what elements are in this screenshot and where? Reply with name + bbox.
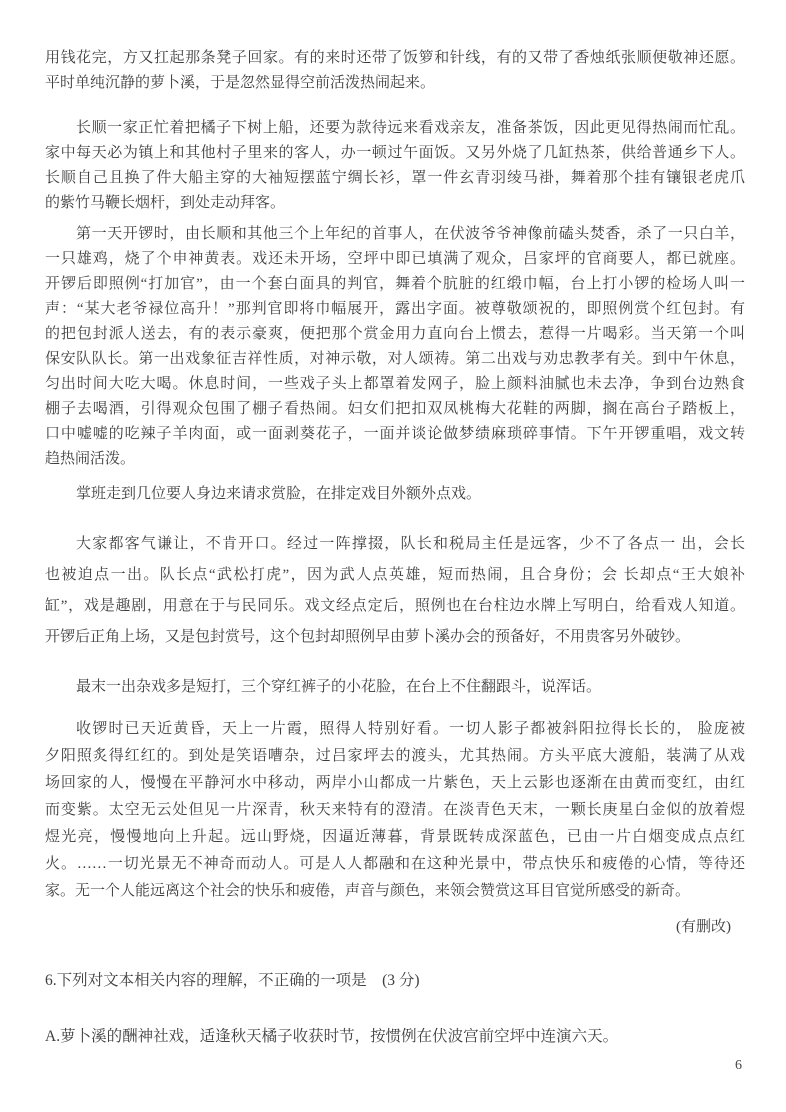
passage-paragraph [45, 716, 745, 905]
passage-paragraph [45, 482, 745, 507]
passage-line: 掌班走到几位要人身边来请求赏脸，在排定戏目外额外点戏。 [76, 486, 482, 502]
passage-line: 口中嘘嘘的吃辣子羊肉面，或一面剥葵花子，一面并谈论做梦绩麻琐碎事情。下午开锣重唱，戏文转 [45, 426, 745, 442]
passage-paragraph [45, 46, 745, 96]
passage-line: 煜光亮，慢慢地向上升起。远山野烧，因逼近薄暮，背景既转成深蓝色，已由一片白烟变成点点红 [45, 829, 745, 845]
passage-line: 匀出时间大吃大喝。休息时间，一些戏子头上都罩着发网子，脸上颜料油腻也未去净，争到台边熟食 [45, 376, 745, 392]
passage-paragraphs [45, 46, 745, 905]
reading-passage [45, 46, 745, 940]
passage-line: 家中每天必为镇上和其他村子里来的客人，办一顿过午面饭。又另外烧了几缸热茶，供给普通乡下人。 [45, 145, 745, 161]
page-number: 6 [735, 1058, 742, 1073]
passage-line: 场回家的人，慢慢在平静河水中移动，两岸小山都成一片紫色，天上云影也逐渐在由黄而变红，由红 [45, 775, 745, 791]
passage-line: 用钱花完，方又扛起那条凳子回家。有的来时还带了饭箩和针线，有的又带了香烛纸张顺便敬神还愿。 [45, 50, 745, 66]
passage-line: 长顺自己且换了件大船主穿的大袖短摆蓝宁绸长衫，罩一件玄青羽绫马褂，舞着那个挂有镶银老虎爪 [45, 170, 745, 186]
passage-line: 夕阳照炙得红红的。到处是笑语嘈杂，过吕家坪去的渡头，尤其热闹。方头平底大渡船，装满了从戏 [45, 748, 745, 764]
passage-line: 第一天开锣时，由长顺和其他三个上年纪的首事人，在伏波爷爷神像前磕头焚香，杀了一只白羊， [76, 226, 745, 242]
passage-line: 平时单纯沉静的萝卜溪，于是忽然显得空前活泼热闹起来。 [45, 75, 436, 91]
passage-paragraph [45, 222, 745, 472]
question-6-option-a: A.萝卜溪的酬神社戏，适逢秋天橘子收获时节，按惯例在伏波宫前空坪中连演六天。 [45, 1028, 619, 1045]
passage-paragraph [45, 116, 745, 216]
passage-line: 最末一出杂戏多是短打，三个穿红裤子的小花脸，在台上不住翻跟斗，说浑话。 [76, 679, 602, 695]
passage-line: 也被迫点一出。队长点“武松打虎”，因为武人点英雄，短而热闹，且合身份；会 长却点“王大娘补 [45, 567, 745, 583]
passage-line: 一只雄鸡，烧了个申神黄表。戏还未开场，空坪中即已填满了观众，吕家坪的官商要人，都已就座。 [45, 251, 745, 267]
passage-line: 长顺一家正忙着把橘子下树上船，还要为款待远来看戏亲友，准备茶饭，因此更见得热闹而忙乱。 [76, 120, 745, 136]
passage-line: 大家都客气谦让，不肯开口。经过一阵撑掇，队长和税局主任是远客，少不了各点一 出，会长 [76, 536, 745, 552]
passage-line: 收锣时已天近黄昏，天上一片霞，照得人特别好看。一切人影子都被斜阳拉得长长的， 脸庞被 [76, 721, 745, 737]
passage-line: 保安队队长。第一出戏象征吉祥性质，对神示敬，对人颂祷。第二出戏与劝忠教孝有关。到中午休息， [45, 351, 745, 367]
passage-paragraph [45, 529, 745, 653]
question-6-stem: 6.下列对文本相关内容的理解，不正确的一项是 (3 分) [45, 972, 420, 989]
passage-line: 开锣后正角上场，又是包封赏号，这个包封却照例早由萝卜溪办会的预备好，不用贵客另外破钞。 [45, 629, 691, 645]
passage-line: 棚子去喝酒，引得观众包围了棚子看热闹。妇女们把扣双凤桃梅大花鞋的两脚，搁在高台子踏板上， [45, 401, 745, 417]
passage-line: 缸”，戏是趣剧，用意在于与民同乐。戏文经点定后，照例也在台柱边水牌上写明白，给看戏人知道。 [45, 598, 745, 614]
passage-line: 而变紫。太空无云处但见一片深青，秋天来特有的澄清。在淡青色天末，一颗长庚星白金似的放着煜 [45, 802, 745, 818]
passage-paragraph [45, 675, 745, 700]
attribution-note: (有删改) [676, 919, 731, 935]
passage-line: 火。……一切光景无不神奇而动人。可是人人都融和在这种光景中，带点快乐和疲倦的心情，等待还 [45, 856, 745, 872]
passage-line: 趋热闹活泼。 [45, 451, 136, 467]
passage-line: 家。无一个人能远离这个社会的快乐和疲倦，声音与颜色，来领会赞赏这耳目官觉所感受的新奇。 [45, 883, 691, 899]
passage-line: 的紫竹马鞭长烟杆，到处走动拜客。 [45, 195, 286, 211]
question-section [45, 968, 745, 1050]
passage-line: 开锣后即照例“打加官”，由一个套白面具的判官，舞着个肮脏的红缎巾幅，台上打小锣的检场人叫一 [45, 276, 745, 292]
passage-line: 的把包封派人送去，有的表示豪爽，便把那个赏金用力直向台上惯去，惹得一片喝彩。当天第一个叫 [45, 326, 745, 342]
passage-line: 声：“某大老爷禄位高升！”那判官即将巾幅展开，露出字面。被尊敬颂祝的，即照例赏个红包封。有 [45, 301, 745, 317]
